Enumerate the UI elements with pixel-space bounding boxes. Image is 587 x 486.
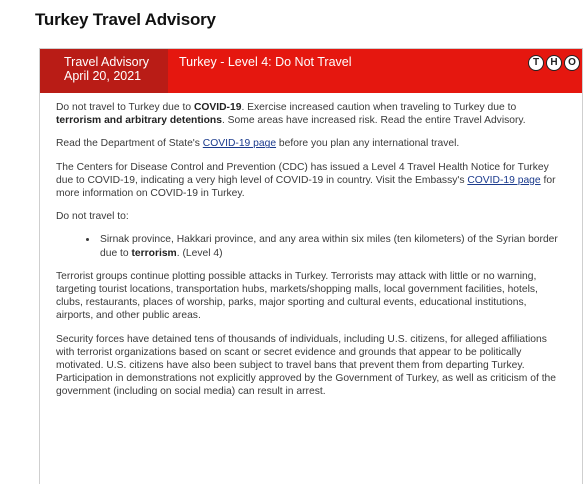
detention-paragraph: Security forces have detained tens of thousands of individuals, including U.S. citizens, for alleged affiliations with terrorist organizations based on scant or secret evidence and grounds that appear to be politically motivated. U.S. citizens have also been subject to travel bans that prevent them from departing Turkey. Participation in demonstrations not explicitly approved by the Government of Turkey, as well as criticism of the government (including on social media) can result in arrest. [56, 333, 557, 398]
advisory-body [56, 101, 564, 409]
other-badge[interactable]: O [564, 55, 580, 71]
cdc-paragraph: The Centers for Disease Control and Prevention (CDC) has issued a Level 4 Travel Health Notice for Turkey due to COVID-19, indicating a very high level of COVID-19 in country. Visit the Embassy's COVID-19 page for more information on COVID-19 in Turkey. [56, 161, 556, 200]
advisory-level-title: Turkey - Level 4: Do Not Travel [179, 55, 352, 69]
terrorism-badge[interactable]: T [528, 55, 544, 71]
advisory-date-label: Travel Advisory [64, 55, 149, 69]
restricted-areas-list [56, 233, 564, 259]
page-title: Turkey Travel Advisory [35, 10, 216, 29]
embassy-covid-page-link[interactable]: COVID-19 page [467, 174, 541, 186]
threat-indicator-badges [528, 55, 580, 71]
advisory-card [39, 48, 583, 484]
advisory-date-block [40, 49, 168, 93]
health-badge[interactable]: H [546, 55, 562, 71]
list-item: • Sirnak province, Hakkari province, and any area within six miles (ten kilometers) of the Syrian border due to terrorism. (Level 4) [98, 233, 564, 259]
advisory-date: April 20, 2021 [64, 69, 142, 83]
do-not-travel-heading: Do not travel to: [56, 211, 129, 223]
summary-paragraph: Do not travel to Turkey due to COVID-19. Exercise increased caution when traveling to Turkey due to terrorism and arbitrary detentions. Some areas have increased risk. Read the entire Travel Advisory. [56, 102, 526, 127]
covid-page-link[interactable]: COVID-19 page [202, 138, 277, 150]
advisory-header [40, 49, 582, 93]
state-dept-paragraph: Read the Department of State's COVID-19 page before you plan any international travel. [56, 138, 460, 150]
terrorism-paragraph: Terrorist groups continue plotting possible attacks in Turkey. Terrorists may attack with little or no warning, targeting tourist locations, transportation hubs, markets/shopping malls, local government facilities, hotels, clubs, restaurants, places of worship, parks, major sporting and cultural events, educational institutions, airports, and other public areas. [56, 270, 538, 322]
